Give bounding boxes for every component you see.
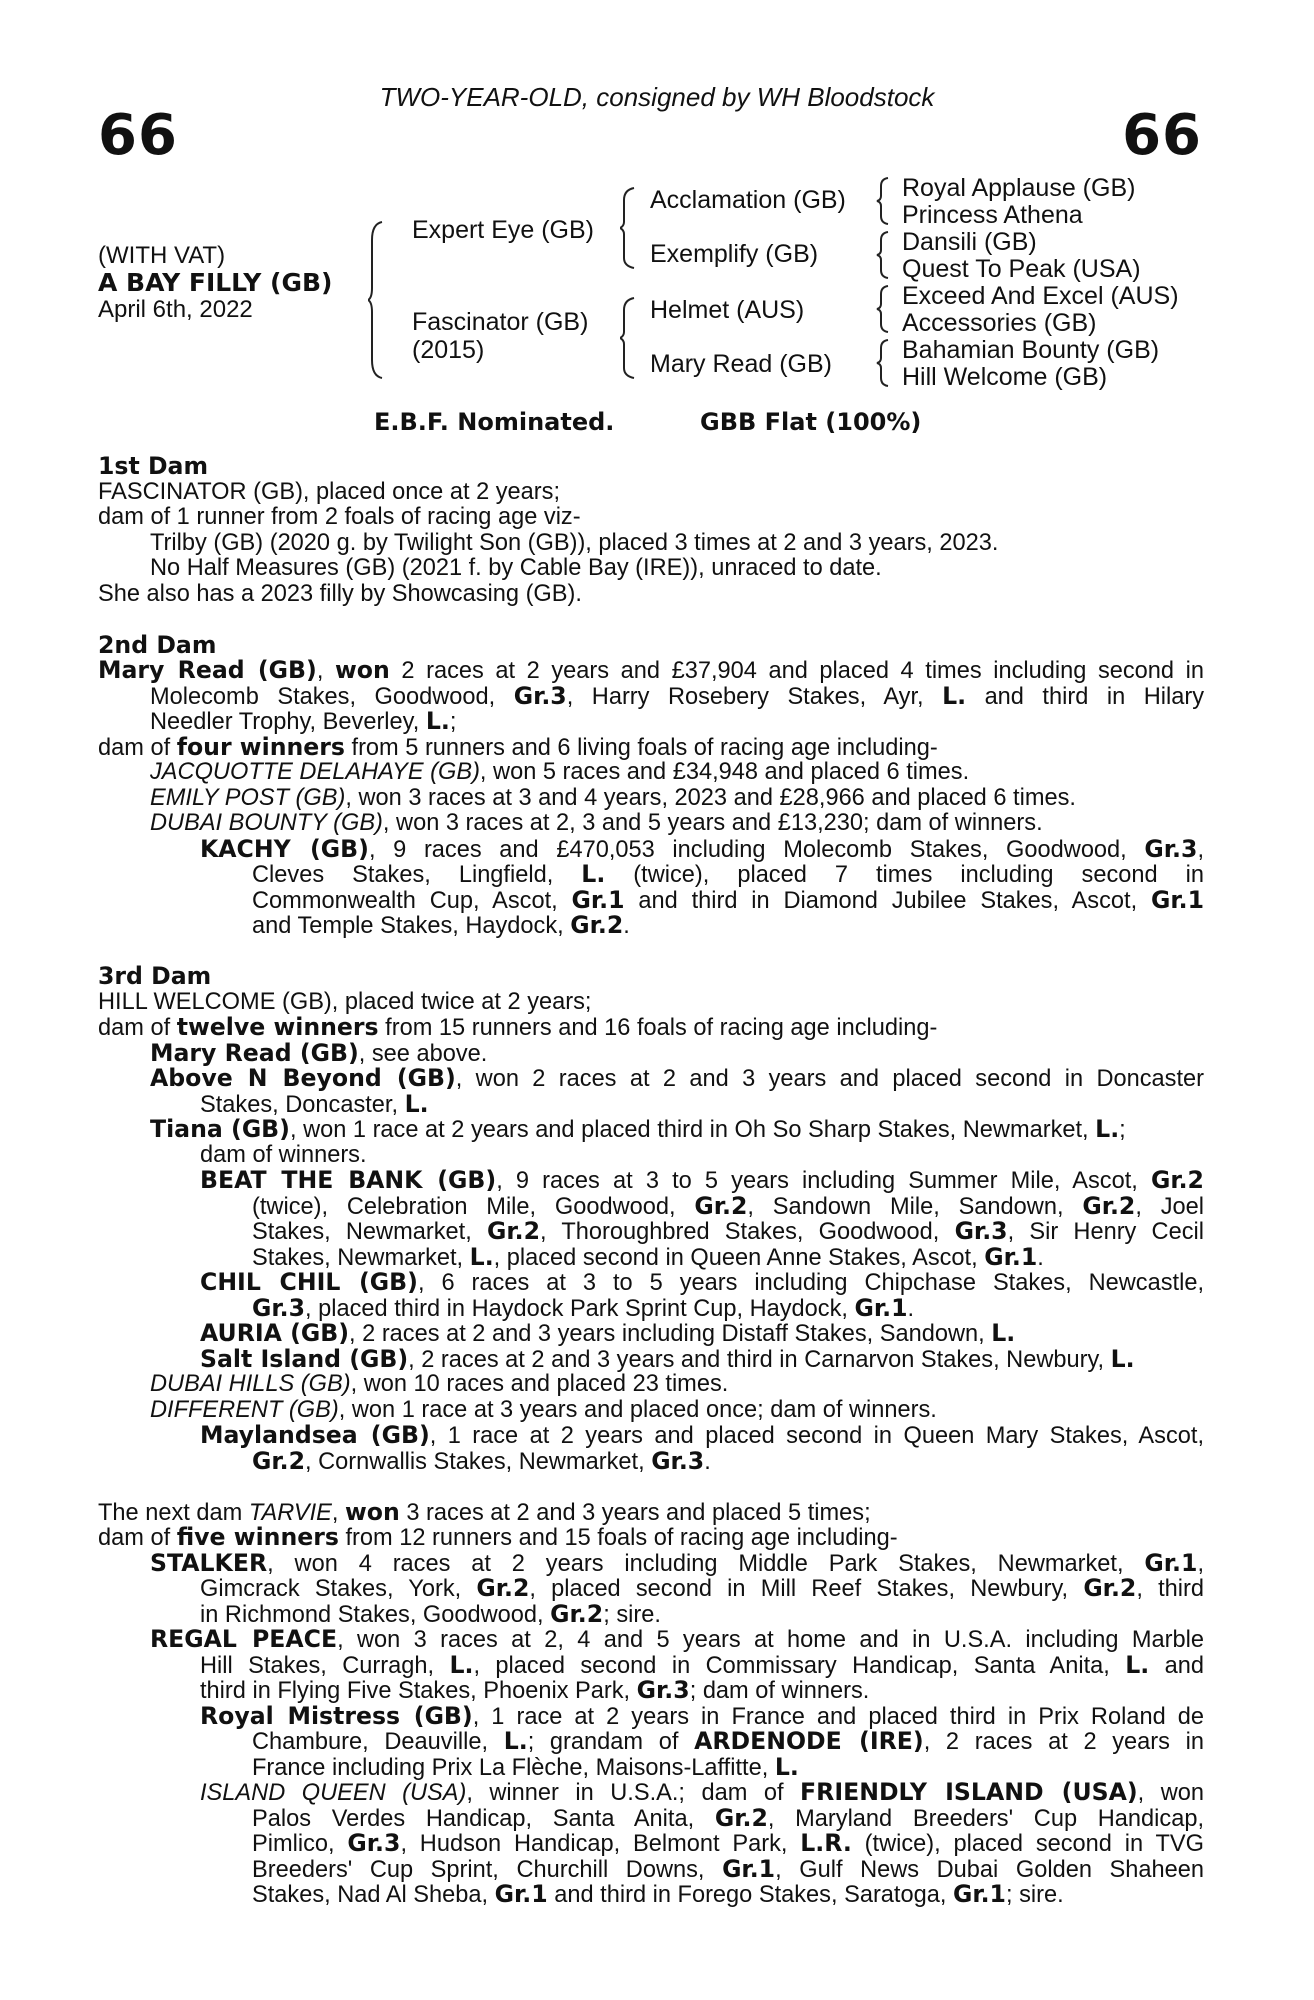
pedigree-g4: Quest To Peak (USA) [902,255,1141,283]
first-dam-line: dam of 1 runner from 2 foals of racing age viz- [98,504,581,530]
first-dam-line: Trilby (GB) (2020 g. by Twilight Son (GB)), placed 3 times at 2 and 3 years, 2023. [150,529,999,556]
horse-name: A BAY FILLY (GB) [98,268,333,297]
first-dam-heading: 1st Dam [98,452,209,480]
pedigree-dam-sire: Helmet (AUS) [650,296,805,324]
second-dam-line: Needler Trophy, Beverley, L.; [150,707,457,735]
horse-dob: April 6th, 2022 [98,296,253,323]
second-dam-line: EMILY POST (GB), won 3 races at 3 and 4 years, 2023 and £28,966 and placed 6 times. [150,784,1076,811]
second-dam-line: KACHY (GB), 9 races and £470,053 including Molecomb Stakes, Goodwood, Gr.3, [200,836,1204,862]
third-dam-line: Gr.3, placed third in Haydock Park Sprint Cup, Haydock, Gr.1. [252,1293,915,1322]
third-dam-line: DUBAI HILLS (GB), won 10 races and placed 23 times. [150,1371,729,1397]
pedigree-brace-g4 [876,338,892,388]
pedigree-brace-g1 [876,176,892,226]
next-dam-line: third in Flying Five Stakes, Phoenix Park, Gr.3; dam of winners. [200,1676,870,1704]
first-dam-line: FASCINATOR (GB), placed once at 2 years; [98,478,561,505]
third-dam-line: HILL WELCOME (GB), placed twice at 2 years; [98,988,592,1015]
third-dam-line: CHIL CHIL (GB), 6 races at 3 to 5 years including Chipchase Stakes, Newcastle, [200,1270,1204,1296]
third-dam-line: Mary Read (GB), see above. [150,1038,488,1067]
next-dam-line: dam of five winners from 12 runners and 15 foals of racing age including- [98,1523,898,1551]
second-dam-line: Mary Read (GB), won 2 races at 2 years and £37,904 and placed 4 times including second in [98,658,1204,684]
second-dam-line: Molecomb Stakes, Goodwood, Gr.3, Harry Rosebery Stakes, Ayr, L. and third in Hilary [150,683,1204,709]
next-dam-line: Gimcrack Stakes, York, Gr.2, placed second in Mill Reef Stakes, Newbury, Gr.2, third [200,1576,1204,1602]
third-dam-line: BEAT THE BANK (GB), 9 races at 3 to 5 years including Summer Mile, Ascot, Gr.2 [200,1168,1204,1194]
pedigree-brace-g2 [876,230,892,280]
third-dam-line: Stakes, Doncaster, L. [200,1089,429,1118]
pedigree-brace-dam [620,296,640,380]
third-dam-line: AURIA (GB), 2 races at 2 and 3 years including Distaff Stakes, Sandown, L. [200,1319,1016,1347]
next-dam-line: The next dam TARVIE, won 3 races at 2 and 3 years and placed 5 times; [98,1497,871,1526]
second-dam-line: Cleves Stakes, Lingfield, L. (twice), placed 7 times including second in [252,862,1204,888]
third-dam-line: Salt Island (GB), 2 races at 2 and 3 years and third in Carnarvon Stakes, Newbury, L. [200,1344,1135,1373]
second-dam-line: and Temple Stakes, Haydock, Gr.2. [252,911,630,939]
ebf-nomination: E.B.F. Nominated. [374,408,615,436]
second-dam-line: Commonwealth Cup, Ascot, Gr.1 and third in Diamond Jubilee Stakes, Ascot, Gr.1 [252,887,1204,913]
pedigree-brace-sire [620,186,640,270]
next-dam-line: REGAL PEACE, won 3 races at 2, 4 and 5 years at home and in U.S.A. including Marble [150,1627,1204,1653]
third-dam-line: dam of twelve winners from 15 runners and 16 foals of racing age including- [98,1013,938,1041]
third-dam-line: Stakes, Newmarket, L., placed second in Queen Anne Stakes, Ascot, Gr.1. [252,1242,1044,1271]
pedigree-brace-g3 [876,284,892,334]
lot-number-left: 66 [98,103,178,168]
third-dam-line: Maylandsea (GB), 1 race at 2 years and placed second in Queen Mary Stakes, Ascot, [200,1423,1204,1449]
pedigree-dam-dam: Mary Read (GB) [650,350,832,378]
third-dam-heading: 3rd Dam [98,962,212,990]
pedigree-g3: Dansili (GB) [902,228,1037,256]
pedigree-sire-dam: Exemplify (GB) [650,240,819,268]
pedigree-g7: Bahamian Bounty (GB) [902,336,1160,364]
third-dam-line: dam of winners. [200,1141,367,1168]
first-dam-line: She also has a 2023 filly by Showcasing (GB). [98,580,582,607]
second-dam-line: DUBAI BOUNTY (GB), won 3 races at 2, 3 and 5 years and £13,230; dam of winners. [150,810,1043,836]
third-dam-line: Gr.2, Cornwallis Stakes, Newmarket, Gr.3. [252,1446,711,1475]
second-dam-heading: 2nd Dam [98,630,217,659]
next-dam-line: Pimlico, Gr.3, Hudson Handicap, Belmont Park, L.R. (twice), placed second in TVG [252,1831,1204,1857]
pedigree-brace-main [368,220,388,380]
next-dam-line: Palos Verdes Handicap, Santa Anita, Gr.2, Maryland Breeders' Cup Handicap, [252,1805,1204,1831]
next-dam-line: Stakes, Nad Al Sheba, Gr.1 and third in Forego Stakes, Saratoga, Gr.1; sire. [252,1880,1064,1908]
vat-note: (WITH VAT) [98,242,226,269]
lot-number-right: 66 [1122,103,1202,168]
pedigree-g5: Exceed And Excel (AUS) [902,282,1179,310]
pedigree-dam: Fascinator (GB) [412,308,589,336]
pedigree-g8: Hill Welcome (GB) [902,363,1108,391]
next-dam-line: Hill Stakes, Curragh, L., placed second in Commissary Handicap, Santa Anita, L. and [200,1652,1204,1678]
gbb-flat: GBB Flat (100%) [700,408,922,436]
next-dam-line: STALKER, won 4 races at 2 years including Middle Park Stakes, Newmarket, Gr.1, [150,1550,1204,1576]
pedigree-g1: Royal Applause (GB) [902,174,1136,202]
third-dam-line: Above N Beyond (GB), won 2 races at 2 and 3 years and placed second in Doncaster [150,1066,1204,1092]
catalogue-header: TWO-YEAR-OLD, consigned by WH Bloodstock [379,82,935,112]
third-dam-line: (twice), Celebration Mile, Goodwood, Gr.2, Sandown Mile, Sandown, Gr.2, Joel [252,1193,1204,1219]
catalogue-body [98,454,1204,1908]
pedigree-chart [0,0,1314,420]
next-dam-line: Royal Mistress (GB), 1 race at 2 years in France and placed third in Prix Roland de [200,1703,1204,1729]
next-dam-line: France including Prix La Flèche, Maisons-Laffitte, L. [252,1752,799,1781]
third-dam-line: Stakes, Newmarket, Gr.2, Thoroughbred Stakes, Goodwood, Gr.3, Sir Henry Cecil [252,1219,1204,1245]
next-dam-line: ISLAND QUEEN (USA), winner in U.S.A.; dam of FRIENDLY ISLAND (USA), won [200,1780,1204,1806]
next-dam-line: Breeders' Cup Sprint, Churchill Downs, Gr.1, Gulf News Dubai Golden Shaheen [252,1856,1204,1882]
next-dam-line: in Richmond Stakes, Goodwood, Gr.2; sire. [200,1599,661,1628]
pedigree-g2: Princess Athena [902,201,1083,229]
second-dam-line: JACQUOTTE DELAHAYE (GB), won 5 races and £34,948 and placed 6 times. [150,759,970,785]
pedigree-sire: Expert Eye (GB) [412,216,594,244]
first-dam-line: No Half Measures (GB) (2021 f. by Cable Bay (IRE)), unraced to date. [150,555,882,581]
next-dam-line: Chambure, Deauville, L.; grandam of ARDENODE (IRE), 2 races at 2 years in [252,1729,1204,1755]
third-dam-line: Tiana (GB), won 1 race at 2 years and placed third in Oh So Sharp Stakes, Newmarket, L.; [150,1115,1126,1143]
second-dam-line: dam of four winners from 5 runners and 6 living foals of racing age including- [98,732,938,761]
third-dam-line: DIFFERENT (GB), won 1 race at 3 years and placed once; dam of winners. [150,1396,937,1423]
pedigree-g6: Accessories (GB) [902,309,1097,337]
pedigree-dam-year: (2015) [412,336,485,364]
pedigree-sire-sire: Acclamation (GB) [650,186,846,214]
